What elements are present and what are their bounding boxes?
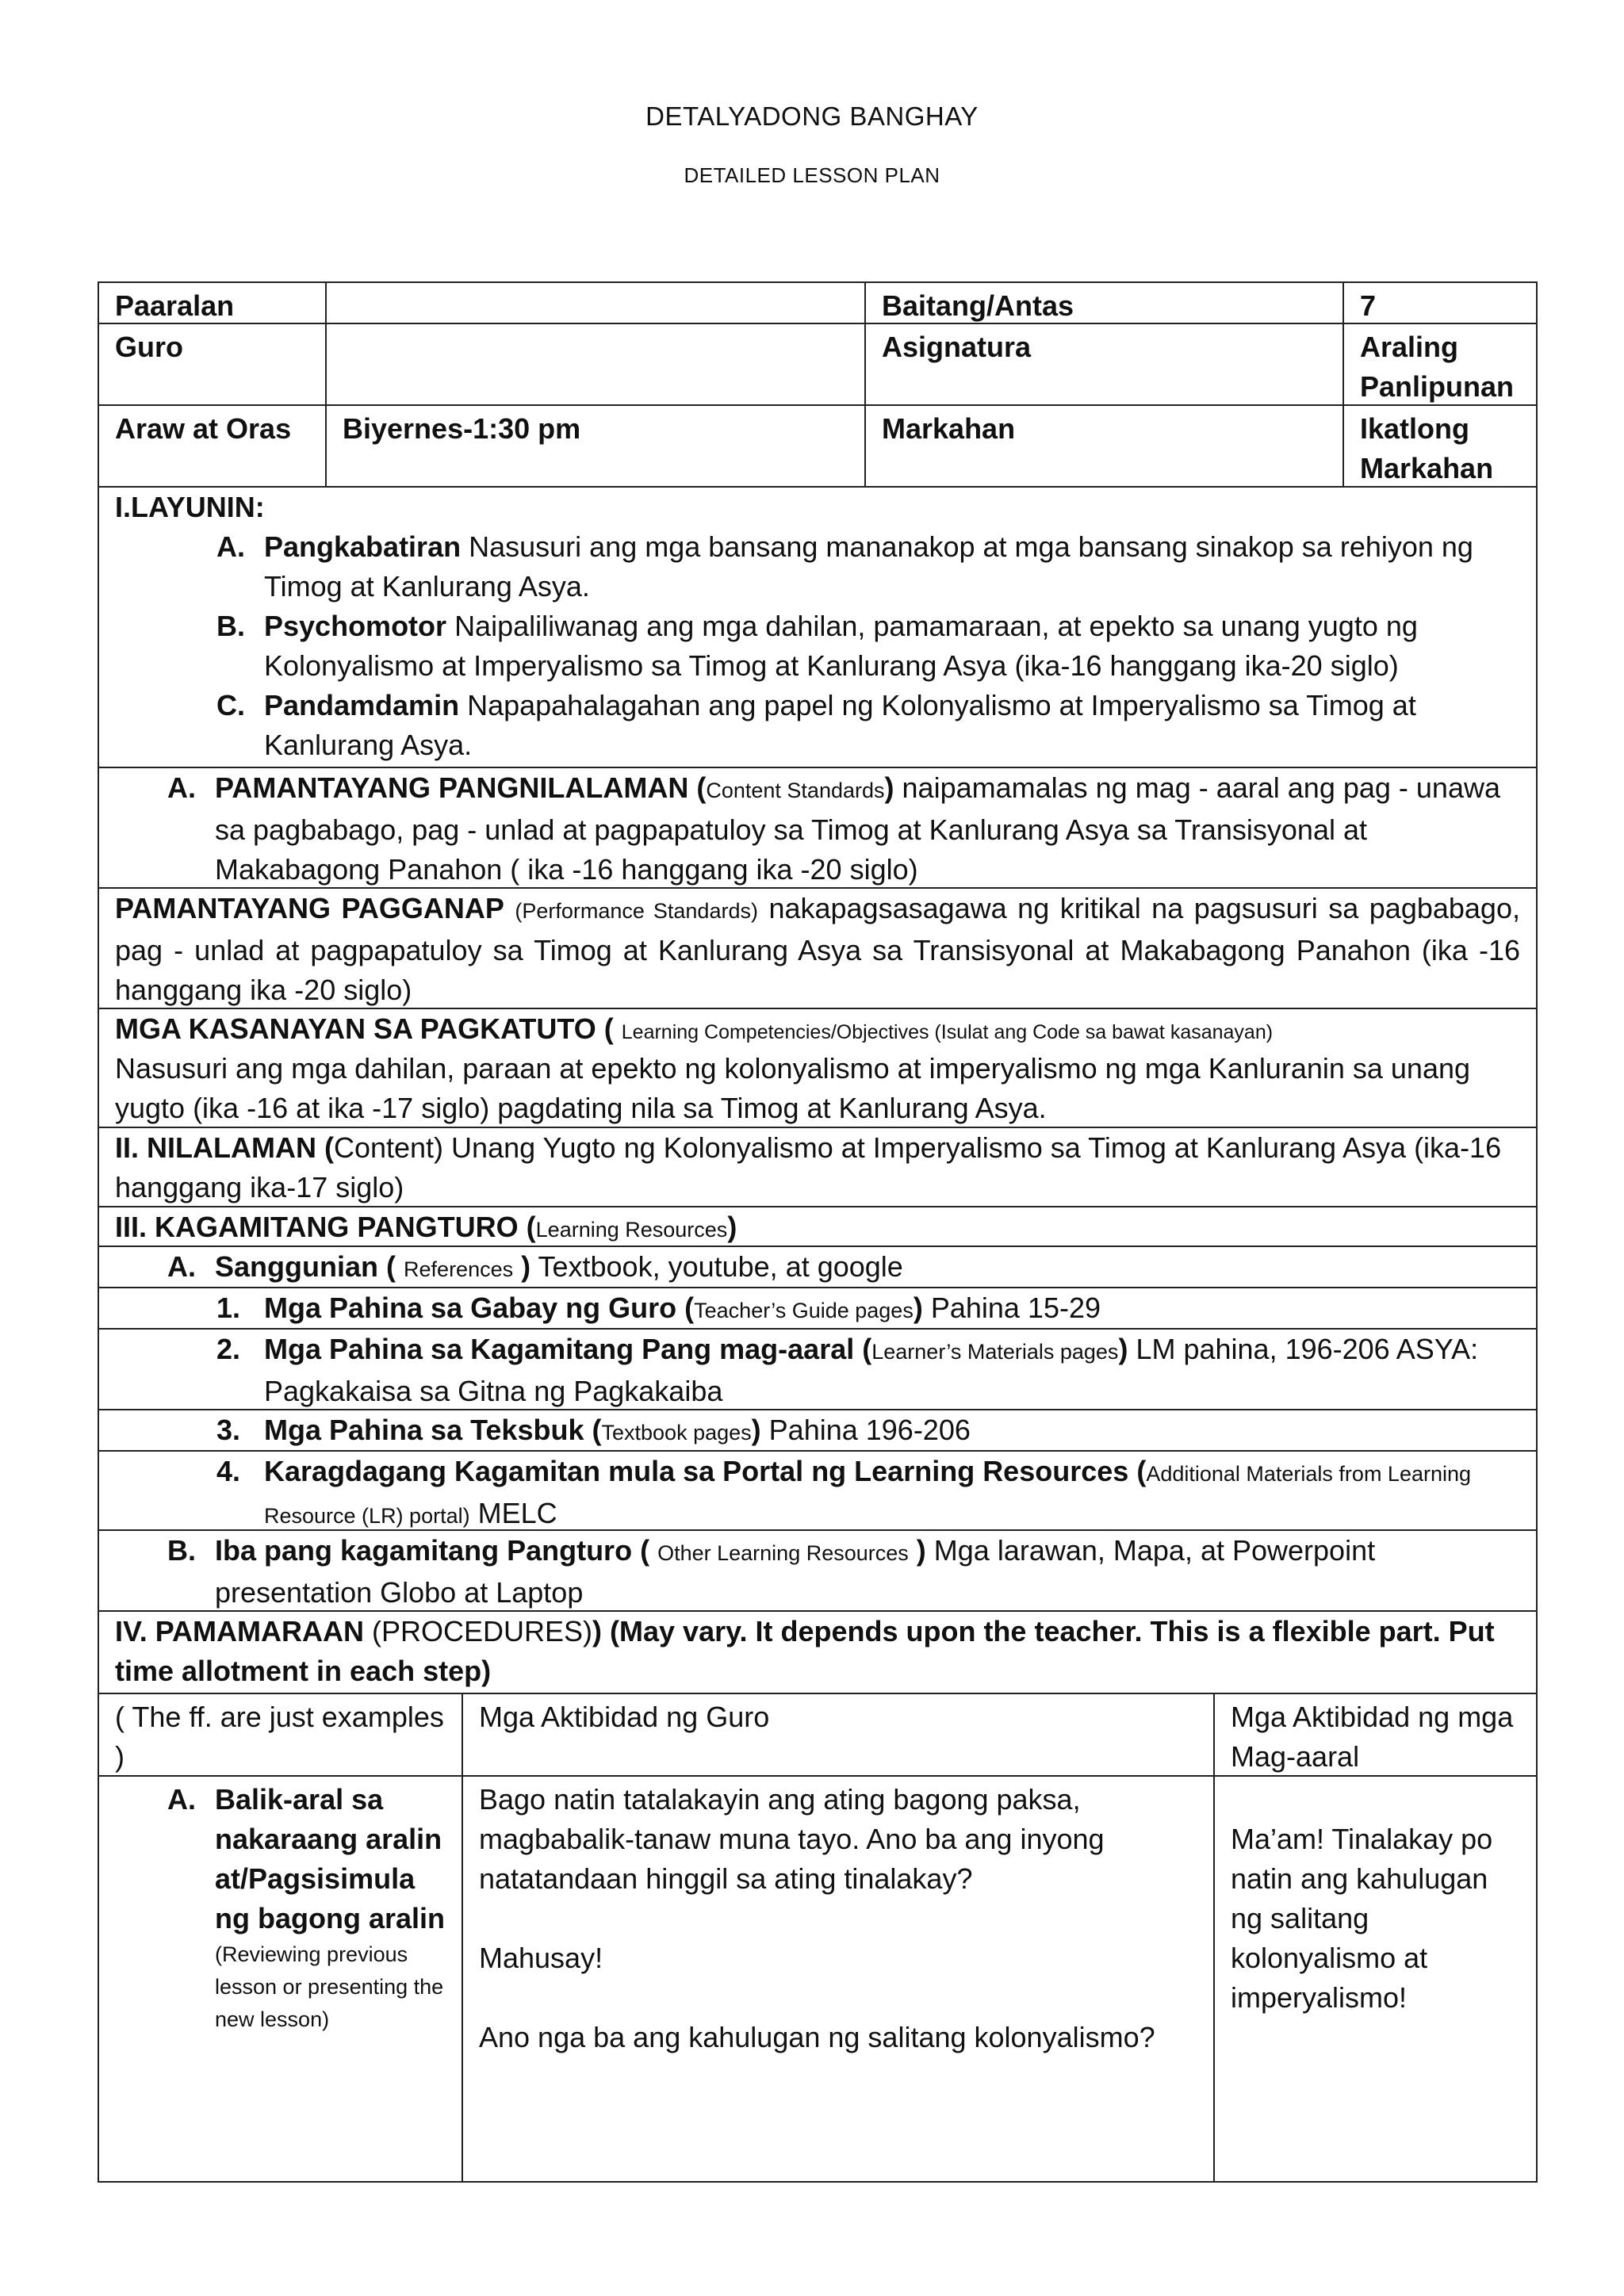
subject-label: Asignatura [864, 324, 1342, 404]
teacher-activity-cell [462, 1777, 1213, 2181]
content-standards-text: naipamamalas ng mag - aaral ang pag - unawa sa pagbabago, pag - unlad at pagpapatuloy sa Timog at Kanlurang Asya sa Transisyonal at Makabagong Panahon ( ika -16 hanggang ika -20 siglo) [215, 771, 1500, 886]
info-row-school [99, 283, 1536, 324]
resource-number: 1. [216, 1292, 241, 1324]
other-resources-row [99, 1531, 1536, 1612]
procedures-col3-header: Mga Aktibidad ng mga Mag-aaral [1213, 1694, 1538, 1775]
other-resources-text: Mga larawan, Mapa, at Powerpoint presentation Globo at Laptop [215, 1534, 1376, 1609]
paren: ( [696, 771, 707, 804]
content-text: Content) Unang Yugto ng Kolonyalismo at Imperyalismo sa Timog at Kanlurang Asya (ika-16 hanggang ika-17 siglo) [115, 1131, 1502, 1203]
resource-row [99, 1330, 1536, 1410]
resource-row [99, 1452, 1536, 1531]
paren: ( [862, 1333, 872, 1365]
objective-text: Napapahalagahan ang papel ng Kolonyalismo at Imperyalismo sa Timog at Kanlurang Asya. [264, 689, 1416, 761]
content-section [99, 1128, 1536, 1207]
objective-text: Nasusuri ang mga bansang mananakop at mga bansang sinakop sa rehiyon ng Timog at Kanlurang Asya. [264, 530, 1473, 603]
resources-label: III. KAGAMITANG PANGTURO [115, 1211, 519, 1243]
resources-heading-row [99, 1207, 1536, 1247]
references-item [115, 1247, 1520, 1289]
grade-label: Baitang/Antas [864, 283, 1342, 323]
teacher-activity-line: Mahusay! [479, 1942, 603, 1974]
other-resources-item [115, 1531, 1520, 1613]
paren: ) [462, 1504, 470, 1528]
paren: ( [592, 1414, 602, 1446]
school-value [325, 283, 864, 323]
other-resources-label: Iba pang kagamitang Pangturo [215, 1534, 633, 1567]
objective-item [115, 607, 1520, 686]
paren: ( [1136, 1455, 1147, 1487]
resource-number: 2. [216, 1333, 241, 1365]
references-note: References [404, 1257, 514, 1281]
teacher-label: Guro [115, 331, 183, 363]
teacher-activity-line: Bago natin tatalakayin ang ating bagong paksa, magbabalik-tanaw muna tayo. Ano ba ang inyong natatandaan hinggil sa ating tinalakay? [479, 1783, 1105, 1895]
content-standards-note: Content Standards [706, 779, 885, 802]
performance-standards-section [99, 889, 1536, 1009]
competencies-text: Nasusuri ang mga dahilan, paraan at epekto ng kolonyalismo at imperyalismo ng mga Kanluranin sa unang yugto (ika -16 at ika -17 siglo) pagdating nila sa Timog at Kanlurang Asya. [115, 1052, 1471, 1124]
objective-label: Psychomotor [264, 610, 447, 642]
procedures-column-headers [99, 1694, 1536, 1777]
resource-note: Learner’s Materials pages [871, 1340, 1119, 1364]
resource-text: MELC [477, 1497, 557, 1529]
other-resources-letter: B. [167, 1534, 196, 1567]
content-standards-section [99, 768, 1536, 889]
references-text: Textbook, youtube, at google [538, 1250, 903, 1283]
procedures-row-a [99, 1777, 1536, 2181]
resource-label: Mga Pahina sa Gabay ng Guro [264, 1292, 677, 1324]
resource-number: 3. [216, 1414, 241, 1446]
paren: ( [684, 1292, 695, 1324]
paren: ) [916, 1534, 926, 1567]
paren: ) [913, 1292, 923, 1324]
procedures-label: IV. PAMAMARAAN [115, 1615, 365, 1647]
student-activity-cell [1213, 1777, 1538, 2181]
resource-item [115, 1452, 1520, 1536]
resource-text: Pahina 196-206 [768, 1414, 971, 1446]
resource-item [115, 1288, 1520, 1330]
resources-note: Learning Resources [535, 1218, 728, 1242]
content-label: II. NILALAMAN ( [115, 1131, 334, 1164]
objective-text: Naipaliliwanag ang mga dahilan, pamamaraan, at epekto sa unang yugto ng Kolonyalismo at Imperyalismo sa Timog at Kanlurang Asya (ika-16 hanggang ika-20 siglo) [264, 610, 1418, 682]
quarter-value: Ikatlong Markahan [1342, 406, 1538, 486]
student-activity-text: Ma’am! Tinalakay po natin ang kahulugan ng salitang kolonyalismo at imperyalismo! [1231, 1823, 1493, 2014]
content-standards-item [115, 768, 1520, 890]
procedures-col1-header: ( The ff. are just examples ) [115, 1701, 444, 1773]
procedures-col2-header: Mga Aktibidad ng Guro [462, 1694, 1213, 1775]
document-subtitle: DETAILED LESSON PLAN [684, 163, 940, 187]
teacher-activity-line: Ano nga ba ang kahulugan ng salitang kolonyalismo? [479, 2021, 1155, 2053]
procedures-step-cell [99, 1777, 462, 2181]
competencies-note: Learning Competencies/Objectives (Isulat ang Code sa bawat kasanayan) [621, 1021, 1274, 1043]
lesson-plan-table [98, 281, 1538, 2183]
references-label: Sanggunian [215, 1250, 378, 1283]
resource-note: Teacher’s Guide pages [694, 1299, 914, 1322]
resource-note: Additional Materials from Learning Resource (LR) portal [264, 1462, 1472, 1528]
paren: ) [751, 1414, 761, 1446]
grade-value: 7 [1342, 283, 1538, 323]
paren: ) [521, 1250, 531, 1283]
procedures-sub: (PROCEDURES) [372, 1615, 593, 1647]
performance-standards-label: PAMANTAYANG PAGGANAP [115, 892, 504, 924]
procedures-step-letter: A. [167, 1783, 196, 1816]
procedures-heading-row [99, 1612, 1536, 1694]
paren: ( [603, 1012, 614, 1045]
references-row [99, 1247, 1536, 1288]
resource-text: Pahina 15-29 [930, 1292, 1101, 1324]
resource-item [115, 1330, 1520, 1411]
paren: ) [884, 771, 894, 804]
time-value: Biyernes-1:30 pm [325, 406, 864, 486]
performance-standards-text: nakapagsasagawa ng kritikal na pagsusuri sa pagbabago, pag - unlad at pagpapatuloy sa Timog at Kanlurang Asya sa Transisyonal at Makabagong Panahon (ika -16 hanggang ika -20 siglo) [115, 892, 1520, 1006]
objective-letter: C. [216, 689, 245, 721]
references-letter: A. [167, 1250, 196, 1283]
paren: ) [1118, 1333, 1128, 1365]
resource-row [99, 1288, 1536, 1330]
subject-value: Araling Panlipunan [1342, 324, 1538, 404]
resource-row [99, 1410, 1536, 1452]
objectives-section [99, 488, 1536, 768]
teacher-value [325, 324, 864, 404]
resource-text: LM pahina, 196-206 ASYA: Pagkakaisa sa Gitna ng Pagkakaiba [264, 1333, 1479, 1407]
procedures-step-label: Balik-aral sa nakaraang aralin at/Pagsisimula ng bagong aralin [215, 1783, 446, 1934]
objective-label: Pangkabatiran [264, 530, 462, 563]
quarter-label: Markahan [864, 406, 1342, 486]
performance-standards-note: (Performance Standards) [515, 899, 758, 923]
other-resources-note: Other Learning Resources [657, 1541, 909, 1565]
school-label: Paaralan [115, 289, 235, 322]
resource-label: Mga Pahina sa Kagamitang Pang mag-aaral [264, 1333, 855, 1365]
procedures-step-note: (Reviewing previous lesson or presenting the new lesson) [215, 1942, 444, 2031]
resource-note: Textbook pages [601, 1421, 752, 1445]
content-standards-letter: A. [167, 771, 196, 804]
objective-item [115, 686, 1520, 765]
paren: ) [727, 1211, 737, 1243]
resource-label: Karagdagang Kagamitan mula sa Portal ng Learning Resources [264, 1455, 1129, 1487]
resource-label: Mga Pahina sa Teksbuk [264, 1414, 584, 1446]
content-standards-label: PAMANTAYANG PANGNILALAMAN [215, 771, 689, 804]
paren: ( [386, 1250, 396, 1283]
objectives-heading: I.LAYUNIN: [115, 491, 265, 523]
objective-label: Pandamdamin [264, 689, 460, 721]
competencies-label: MGA KASANAYAN SA PAGKATUTO [115, 1012, 596, 1045]
document-title: DETALYADONG BANGHAY [645, 101, 979, 131]
info-row-time [99, 406, 1536, 488]
competencies-section [99, 1009, 1536, 1128]
time-label: Araw at Oras [115, 412, 292, 445]
info-row-teacher [99, 324, 1536, 406]
paren: ( [526, 1211, 536, 1243]
objective-letter: B. [216, 610, 245, 642]
paren: ( [640, 1534, 650, 1567]
resource-number: 4. [216, 1455, 241, 1487]
objective-item [115, 527, 1520, 607]
procedures-note: ) (May vary. It depends upon the teacher. This is a flexible part. Put time allotment in each step) [115, 1615, 1495, 1687]
objective-letter: A. [216, 530, 245, 563]
resource-item [115, 1410, 1520, 1452]
